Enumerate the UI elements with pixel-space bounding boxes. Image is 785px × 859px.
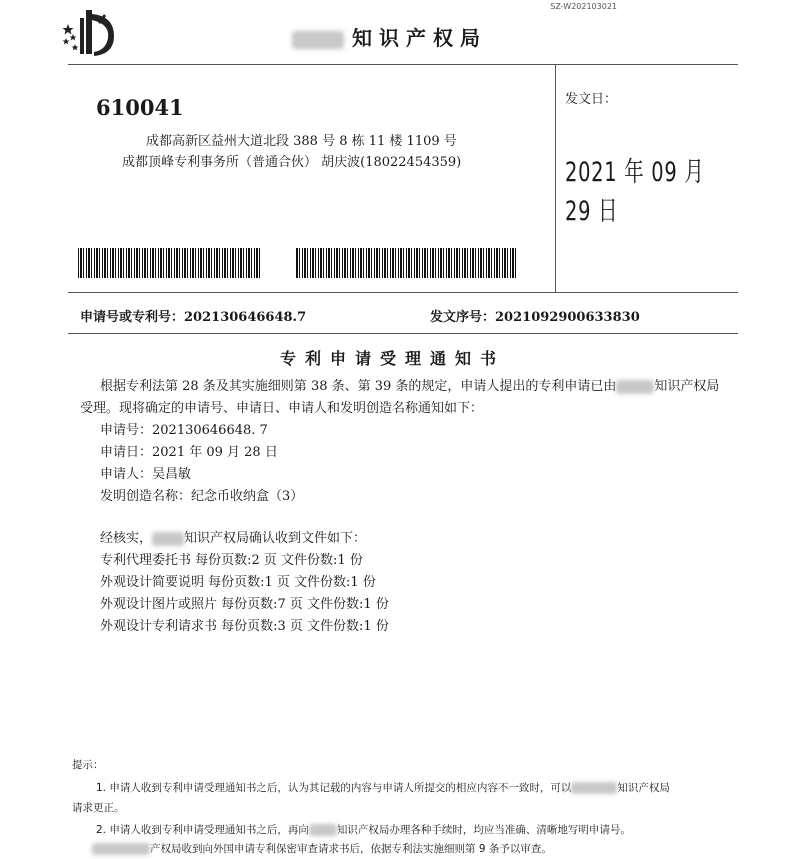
- state-ipo-emblem-icon: [58, 6, 118, 58]
- verification-suffix: 知识产权局确认收到文件如下：: [184, 531, 367, 546]
- header-divider: [68, 64, 738, 65]
- application-number-row: [80, 306, 306, 325]
- redacted-block: [616, 380, 654, 394]
- serial-number-value: 2021092900633830: [495, 310, 640, 325]
- office-title-text: 知识产权局: [352, 26, 487, 50]
- redacted-block: [292, 31, 344, 49]
- notice-intro-line-1: [100, 376, 719, 397]
- tip-2-text: 2. 申请人收到专利申请受理通知书之后，再向: [96, 824, 309, 836]
- agency-contact: 成都顶峰专利事务所（普通合伙） 胡庆波(18022454359): [122, 155, 462, 170]
- tip-3: [92, 840, 552, 859]
- issue-date-label: 发文日：: [565, 92, 618, 107]
- serial-number-row: [430, 306, 640, 325]
- tip-1-office: 知识产权局: [617, 782, 670, 794]
- notice-intro-line-2: 受理。现将确定的申请号、申请日、申请人和发明创造名称通知如下：: [80, 401, 484, 416]
- office-title: [292, 22, 487, 51]
- numbers-divider: [68, 333, 738, 334]
- tips-label: 提示：: [72, 759, 104, 771]
- tip-1: [96, 779, 670, 798]
- application-date-detail: 申请日：2021 年 09 月 28 日: [100, 445, 278, 460]
- redacted-block: [309, 824, 337, 836]
- document-code: SZ-W202103021: [550, 2, 617, 11]
- verification-line: [100, 528, 366, 549]
- application-number-value: 202130646648.7: [184, 310, 307, 325]
- recipient-address: 成都高新区益州大道北段 388 号 8 栋 11 楼 1109 号: [146, 134, 457, 149]
- redacted-block: [152, 532, 184, 546]
- postal-code: 610041: [96, 95, 184, 120]
- tip-1-continued: 请求更正。: [72, 802, 125, 814]
- received-file-4: 外观设计专利请求书 每份页数:3 页 文件份数:1 份: [100, 619, 389, 634]
- tip-2: [96, 821, 631, 840]
- applicant-detail: 申请人：吴昌敏: [100, 467, 192, 482]
- tip-1-text: 1. 申请人收到专利申请受理通知书之后，认为其记载的内容与申请人所提交的相应内容不一致时，可以: [96, 782, 572, 794]
- serial-number-label: 发文序号：: [430, 310, 496, 325]
- issue-date-divider: [555, 64, 556, 292]
- redacted-block: [92, 843, 150, 855]
- invention-name-detail: 发明创造名称：纪念币收纳盒（3）: [100, 489, 304, 504]
- tip-2-text-tail: 知识产权局办理各种手续时，均应当准确、清晰地写明申请号。: [336, 824, 631, 836]
- barcode-left: [78, 248, 260, 278]
- notice-title: 专利申请受理通知书: [279, 349, 505, 368]
- application-number-label: 申请号或专利号：: [80, 310, 185, 325]
- barcode-right: [296, 248, 518, 278]
- redacted-block: [571, 782, 617, 794]
- tip-3-text: 产权局收到向外国申请专利保密审查请求书后，依据专利法实施细则第 9 条予以审查。: [150, 843, 552, 855]
- received-file-1: 专利代理委托书 每份页数:2 页 文件份数:1 份: [100, 553, 363, 568]
- application-number-detail: 申请号：202130646648. 7: [100, 423, 268, 438]
- verification-prefix: 经核实，: [100, 531, 153, 546]
- address-block-divider: [68, 292, 738, 293]
- issue-date: 2021 年 09 月 29 日: [565, 157, 705, 227]
- received-file-3: 外观设计图片或照片 每份页数:7 页 文件份数:1 份: [100, 597, 389, 612]
- received-file-2: 外观设计简要说明 每份页数:1 页 文件份数:1 份: [100, 575, 376, 590]
- notice-intro-text: 根据专利法第 28 条及其实施细则第 38 条、第 39 条的规定，申请人提出的专利申请已由: [100, 379, 617, 394]
- notice-intro-tail: 知识产权局: [654, 379, 720, 394]
